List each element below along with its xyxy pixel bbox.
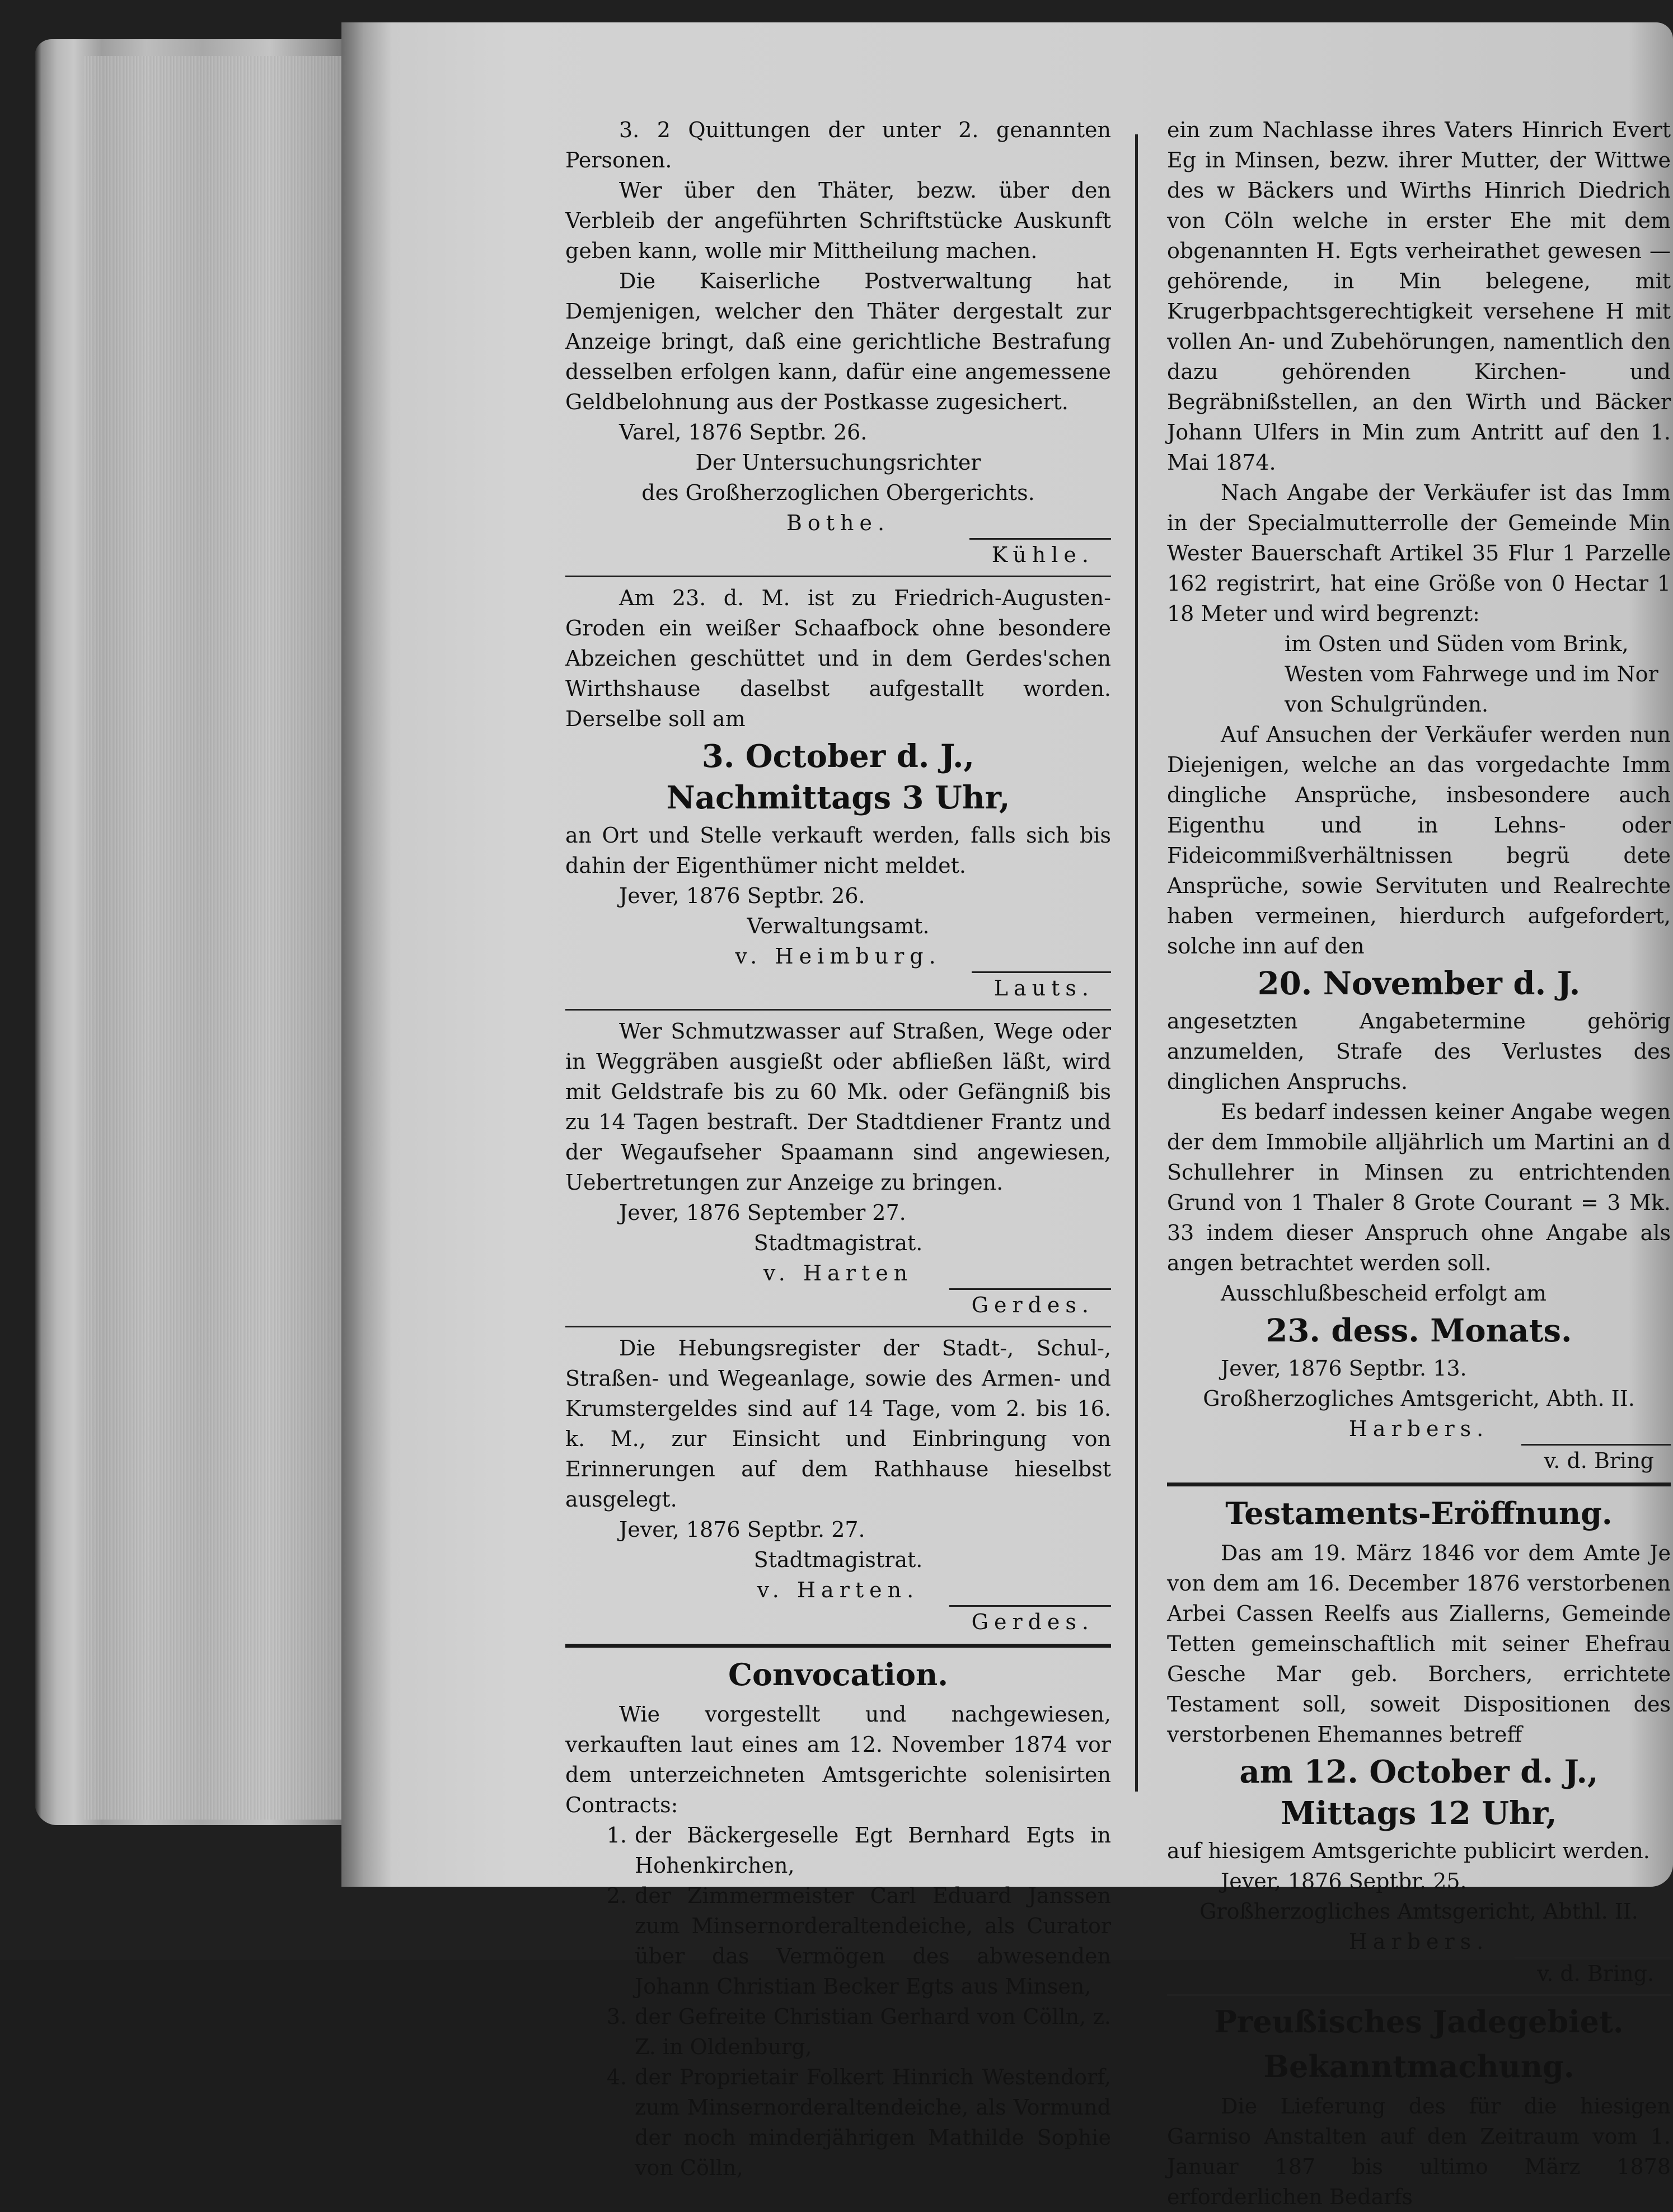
postal-office-1: Der Untersuchungsrichter: [695, 450, 981, 475]
divider-rule: [565, 1326, 1111, 1327]
wastewater-date: Jever, 1876 September 27.: [619, 1200, 906, 1225]
claims-deadline-date: 20. November d. J.: [1257, 965, 1581, 1002]
registers-paragraph: Die Hebungsregister der Stadt-, Schul-, Straßen- und Wegeanlage, sowie des Armen- und Krumstergeldes sind auf 14 Tage, vom 2. bis 16. k. M., zur Einsicht und Einbringung von Erinnerungen auf dem Rathhause hieselbst ausgelegt.: [565, 1336, 1111, 1512]
column-divider: [1135, 134, 1138, 1792]
postal-paragraph-reward: Die Kaiserliche Postverwaltung hat Demjenigen, welcher den Thäter dergestalt zur Anzeige bringt, daß eine gerichtliche Bestrafung desselben erfolgen kann, dafür eine angemessene Geldbelohnung aus der Postkasse zugesichert.: [565, 269, 1111, 414]
testament-publication: auf hiesigem Amtsgerichte publicirt werden.: [1167, 1839, 1650, 1863]
list-text: der Zimmermeister Carl Eduard Janssen zum Minsernorderaltendeiche, als Curator über das Vermögen des abwesenden Johann Christian Becker Egts aus Minsen,: [635, 1883, 1111, 1999]
list-text: der Proprietair Folkert Hinrich Westendorf, zum Minsernorderaltendeiche, als Vormund der noch minderjährigen Mathilde Sophie von Cölln,: [635, 2065, 1111, 2180]
list-text: der Gefreite Christian Gerhard von Cölln, z. Z. in Oldenburg,: [635, 2004, 1111, 2059]
sheep-notice: [565, 583, 1111, 1003]
exclusion-notice: Ausschlußbescheid erfolgt am: [1221, 1281, 1547, 1306]
registers-signature: Gerdes.: [949, 1605, 1111, 1637]
jade-notice: [1167, 2001, 1671, 2212]
testament-notice: [1167, 1493, 1671, 1989]
boundary-line-2: Westen vom Fahrwege und im Nor: [1285, 662, 1658, 686]
wastewater-notice: [565, 1016, 1111, 1320]
list-number: 4.: [606, 2065, 627, 2089]
sheep-paragraph-2: an Ort und Stelle verkauft werden, falls sich bis dahin der Eigenthümer nicht meldet.: [565, 823, 1111, 878]
sheep-date: Jever, 1876 Septbr. 26.: [619, 883, 865, 908]
testament-signature: v. d. Bring.: [1515, 1957, 1671, 1989]
registers-notice: [565, 1333, 1111, 1637]
testament-time: Mittags 12 Uhr,: [1281, 1795, 1557, 1832]
claims-penalty: angesetzten Angabetermine gehörig anzumelden, Strafe des Verlustes des dinglichen Anspruchs.: [1167, 1009, 1671, 1094]
postal-notice: [565, 115, 1111, 570]
convocation-continued: [1167, 115, 1671, 1476]
postal-paragraph-info: Wer über den Thäter, bezw. über den Verbleib der angeführten Schriftstücke Auskunft geben kann, wolle mir Mittheilung machen.: [565, 178, 1111, 263]
section-rule: [1167, 1483, 1671, 1486]
convocation-office: Großherzogliches Amtsgericht, Abth. II.: [1203, 1386, 1635, 1411]
registers-official-name: v. Harten.: [757, 1578, 920, 1602]
postal-signature: Kühle.: [969, 538, 1111, 570]
list-number: 1.: [606, 1823, 627, 1848]
list-text: der Bäckergeselle Egt Bernhard Egts in Hohenkirchen,: [635, 1823, 1111, 1878]
list-item: [565, 1881, 1111, 2001]
divider-rule: [565, 1009, 1111, 1011]
page-stack-edges: [84, 56, 347, 1820]
list-number: 2.: [606, 1883, 627, 1908]
sheep-sale-date: 3. October d. J.,: [701, 738, 975, 775]
property-description: Nach Angabe der Verkäufer ist das Imm in der Specialmutterrolle der Gemeinde Min Wester Bauerschaft Artikel 35 Flur 1 Parzelle 162 registrirt, hat eine Größe von 0 Hectar 1 18 Meter und wird begrenzt:: [1167, 480, 1671, 626]
sheep-signature: Lauts.: [972, 971, 1111, 1003]
convocation-official-name: Harbers.: [1348, 1416, 1489, 1441]
convocation-notice: [565, 1654, 1111, 2183]
section-rule: [565, 1644, 1111, 1648]
registers-office: Stadtmagistrat.: [753, 1547, 923, 1572]
postal-official-name: Bothe.: [786, 511, 891, 535]
convocation-continued-paragraph: ein zum Nachlasse ihres Vaters Hinrich Evert Eg in Minsen, bezw. ihrer Mutter, der Wittwe des w Bäckers und Wirths Hinrich Diedrich von Cöln welche in erster Ehe mit dem obgenannten H. Egts verheirathet gewesen — gehörende, in Min belegene, mit Krugerbpachtsgerechtigkeit versehene H mit vollen An- und Zubehörungen, namentlich den dazu gehörenden Kirchen- und Begräbnißstellen, an den Wirth und Bäcker Johann Ulfers in Min zum Antritt auf den 1. Mai 1874.: [1167, 118, 1671, 475]
sheep-sale-time: Nachmittags 3 Uhr,: [666, 779, 1010, 816]
testament-office: Großherzogliches Amtsgericht, Abthl. II.: [1199, 1899, 1638, 1924]
list-number: 3.: [606, 2004, 627, 2029]
testament-official-name: Harbers.: [1348, 1929, 1489, 1954]
testament-paragraph: Das am 19. März 1846 vor dem Amte Je von dem am 16. December 1876 verstorbenen Arbei Cassen Reelfs aus Ziallerns, Gemeinde Tetten gemeinschaftlich mit seiner Ehefrau Gesche Mar geb. Borchers, errichtete Testament soll, soweit Dispositionen des verstorbenen Ehemannes betreff: [1167, 1541, 1671, 1747]
jade-paragraph: Die Lieferung des für die hiesigen Garniso Anstalten auf den Zeitraum vom 1. Januar 187 bis ultimo März 1878 erforderlichen Bedarfs: [1167, 2094, 1671, 2209]
list-item: [565, 1820, 1111, 1881]
gutter-shadow: [341, 22, 392, 1887]
jade-title: Preußisches Jadegebiet.: [1214, 2004, 1624, 2040]
divider-rule: [565, 576, 1111, 577]
boundary-line-1: im Osten und Süden vom Brink,: [1285, 632, 1629, 656]
list-item: [565, 2001, 1111, 2062]
convocation-title: Convocation.: [728, 1657, 949, 1692]
exclusion-date: 23. dess. Monats.: [1266, 1312, 1572, 1349]
wastewater-signature: Gerdes.: [949, 1288, 1111, 1320]
sheep-office: Verwaltungsamt.: [747, 914, 930, 938]
convocation-signature: v. d. Bring: [1521, 1444, 1671, 1476]
jade-subtitle: Bekanntmachung.: [1263, 2049, 1574, 2084]
right-column: [1167, 115, 1671, 2212]
sheep-official-name: v. Heimburg.: [735, 944, 941, 969]
list-item: [565, 2062, 1111, 2183]
postal-item-3: 3. 2 Quittungen der unter 2. genannten Personen.: [565, 118, 1111, 172]
testament-title: Testaments-Eröffnung.: [1225, 1495, 1613, 1531]
postal-date: Varel, 1876 Septbr. 26.: [619, 420, 868, 445]
wastewater-office: Stadtmagistrat.: [753, 1231, 923, 1255]
testament-dateline: Jever, 1876 Septbr. 25.: [1221, 1869, 1467, 1893]
wastewater-paragraph: Wer Schmutzwasser auf Straßen, Wege oder in Weggräben ausgießt oder abfließen läßt, wird mit Geldstrafe bis zu 60 Mk. oder Gefängniß bis zu 14 Tagen bestraft. Der Stadtdiener Frantz und der Wegaufseher Spaamann sind angewiesen, Uebertretungen zur Anzeige zu bringen.: [565, 1019, 1111, 1195]
claims-paragraph: Auf Ansuchen der Verkäufer werden nun Diejenigen, welche an das vorgedachte Imm dingliche Ansprüche, insbesondere auch Eigenthu und in Lehns- oder Fideicommißverhältnissen begrü dete Ansprüche, sowie Servituten und Realrechte haben vermeinen, hierdurch aufgefordert, solche inn auf den: [1167, 722, 1671, 958]
testament-date: am 12. October d. J.,: [1239, 1753, 1599, 1790]
registers-date: Jever, 1876 Septbr. 27.: [619, 1517, 865, 1542]
divider-rule: [1167, 1994, 1671, 1996]
exemption-paragraph: Es bedarf indessen keiner Angabe wegen der dem Immobile alljährlich um Martini an d Schullehrer in Minsen zu entrichtenden Grund von 1 Thaler 8 Grote Courant = 3 Mk. 33 indem dieser Anspruch ohne Angabe als angen betrachtet werden soll.: [1167, 1100, 1671, 1275]
sheep-paragraph: Am 23. d. M. ist zu Friedrich-Augusten-Groden ein weißer Schaafbock ohne besondere Abzeichen geschüttet und in dem Gerdes'schen Wirthshause daselbst aufgestallt worden. Derselbe soll am: [565, 586, 1111, 731]
convocation-paragraph: Wie vorgestellt und nachgewiesen, verkauften laut eines am 12. November 1874 vor dem unterzeichneten Amtsgerichte solenisirten Contracts:: [565, 1702, 1111, 1817]
wastewater-official-name: v. Harten: [763, 1261, 913, 1285]
boundary-line-3: von Schulgründen.: [1285, 692, 1489, 717]
left-column: [565, 115, 1111, 2183]
convocation-date: Jever, 1876 Septbr. 13.: [1221, 1356, 1467, 1381]
postal-office-2: des Großherzoglichen Obergerichts.: [641, 480, 1035, 505]
